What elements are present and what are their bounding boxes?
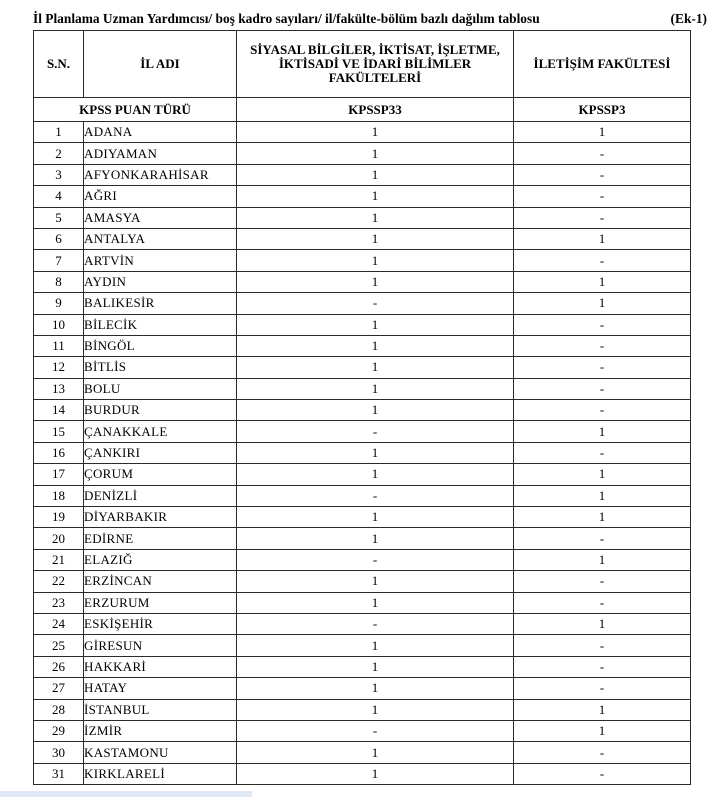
allocation-table: [33, 30, 691, 785]
vacancy-faculty-2: -: [514, 528, 691, 549]
vacancy-faculty-1: -: [237, 293, 514, 314]
row-number: 24: [34, 613, 84, 634]
row-number: 29: [34, 720, 84, 741]
province-name: HAKKARİ: [84, 656, 237, 677]
vacancy-faculty-2: 1: [514, 421, 691, 442]
vacancy-faculty-1: 1: [237, 528, 514, 549]
vacancy-faculty-2: -: [514, 164, 691, 185]
row-number: 3: [34, 164, 84, 185]
province-name: AYDIN: [84, 271, 237, 292]
table-row: [34, 271, 691, 292]
table-row: [34, 720, 691, 741]
province-name: DİYARBAKIR: [84, 507, 237, 528]
province-name: ERZURUM: [84, 592, 237, 613]
vacancy-faculty-1: -: [237, 720, 514, 741]
vacancy-faculty-2: 1: [514, 464, 691, 485]
table-row: [34, 228, 691, 249]
vacancy-faculty-2: -: [514, 442, 691, 463]
row-number: 12: [34, 357, 84, 378]
bottom-shade: [0, 791, 252, 797]
province-name: BİLECİK: [84, 314, 237, 335]
table-row: [34, 442, 691, 463]
table-row: [34, 613, 691, 634]
vacancy-faculty-1: 1: [237, 699, 514, 720]
vacancy-faculty-2: -: [514, 742, 691, 763]
table-row: [34, 763, 691, 784]
vacancy-faculty-2: 1: [514, 613, 691, 634]
row-number: 6: [34, 228, 84, 249]
province-name: KASTAMONU: [84, 742, 237, 763]
score-type-1: KPSSP33: [237, 98, 514, 122]
vacancy-faculty-2: -: [514, 678, 691, 699]
vacancy-faculty-2: 1: [514, 507, 691, 528]
vacancy-faculty-2: 1: [514, 485, 691, 506]
vacancy-faculty-2: 1: [514, 549, 691, 570]
province-name: ÇORUM: [84, 464, 237, 485]
province-name: BURDUR: [84, 400, 237, 421]
province-name: ÇANKIRI: [84, 442, 237, 463]
province-name: İZMİR: [84, 720, 237, 741]
table-row: [34, 485, 691, 506]
table-row: [34, 143, 691, 164]
province-name: AMASYA: [84, 207, 237, 228]
vacancy-faculty-1: 1: [237, 143, 514, 164]
vacancy-faculty-1: 1: [237, 335, 514, 356]
header-faculty-1-label: SİYASAL BİLGİLER, İKTİSAT, İŞLETME, İKTİSADİ VE İDARİ BİLİMLER FAKÜLTELERİ: [250, 42, 500, 85]
table-row: [34, 528, 691, 549]
vacancy-faculty-2: -: [514, 186, 691, 207]
vacancy-faculty-1: 1: [237, 250, 514, 271]
table-row: [34, 122, 691, 143]
row-number: 20: [34, 528, 84, 549]
vacancy-faculty-2: 1: [514, 720, 691, 741]
province-name: ESKİŞEHİR: [84, 613, 237, 634]
table-row: [34, 678, 691, 699]
province-name: DENİZLİ: [84, 485, 237, 506]
vacancy-faculty-1: 1: [237, 164, 514, 185]
vacancy-faculty-1: 1: [237, 507, 514, 528]
row-number: 4: [34, 186, 84, 207]
row-number: 1: [34, 122, 84, 143]
vacancy-faculty-1: 1: [237, 228, 514, 249]
row-number: 2: [34, 143, 84, 164]
vacancy-faculty-2: 1: [514, 271, 691, 292]
row-number: 22: [34, 571, 84, 592]
table-row: [34, 742, 691, 763]
vacancy-faculty-2: -: [514, 357, 691, 378]
table-row: [34, 464, 691, 485]
row-number: 30: [34, 742, 84, 763]
province-name: ANTALYA: [84, 228, 237, 249]
province-name: KIRKLARELİ: [84, 763, 237, 784]
row-number: 16: [34, 442, 84, 463]
province-name: ERZİNCAN: [84, 571, 237, 592]
vacancy-faculty-2: -: [514, 378, 691, 399]
table-row: [34, 250, 691, 271]
row-number: 25: [34, 635, 84, 656]
header-province: İL ADI: [84, 31, 237, 98]
row-number: 23: [34, 592, 84, 613]
vacancy-faculty-1: 1: [237, 400, 514, 421]
row-number: 10: [34, 314, 84, 335]
vacancy-faculty-1: -: [237, 485, 514, 506]
province-name: BALIKESİR: [84, 293, 237, 314]
row-number: 28: [34, 699, 84, 720]
province-name: ÇANAKKALE: [84, 421, 237, 442]
vacancy-faculty-1: 1: [237, 635, 514, 656]
vacancy-faculty-2: -: [514, 335, 691, 356]
province-name: BOLU: [84, 378, 237, 399]
row-number: 9: [34, 293, 84, 314]
row-number: 27: [34, 678, 84, 699]
row-number: 19: [34, 507, 84, 528]
table-row: [34, 656, 691, 677]
table-row: [34, 293, 691, 314]
vacancy-faculty-1: 1: [237, 442, 514, 463]
vacancy-faculty-1: 1: [237, 742, 514, 763]
row-number: 11: [34, 335, 84, 356]
row-number: 18: [34, 485, 84, 506]
row-number: 7: [34, 250, 84, 271]
header-faculty-2-label: İLETİŞİM FAKÜLTESİ: [533, 56, 671, 71]
row-number: 31: [34, 763, 84, 784]
province-name: EDİRNE: [84, 528, 237, 549]
table-row: [34, 592, 691, 613]
caption-title: İl Planlama Uzman Yardımcısı/ boş kadro sayıları/ il/fakülte-bölüm bazlı dağılım tablosu: [33, 11, 540, 26]
vacancy-faculty-2: -: [514, 763, 691, 784]
vacancy-faculty-1: 1: [237, 314, 514, 335]
province-name: BİNGÖL: [84, 335, 237, 356]
header-sn: S.N.: [34, 31, 84, 98]
province-name: BİTLİS: [84, 357, 237, 378]
vacancy-faculty-2: -: [514, 635, 691, 656]
vacancy-faculty-1: -: [237, 549, 514, 570]
province-name: ADIYAMAN: [84, 143, 237, 164]
table-row: [34, 421, 691, 442]
table-row: [34, 335, 691, 356]
table-row: [34, 378, 691, 399]
province-name: HATAY: [84, 678, 237, 699]
table-row: [34, 507, 691, 528]
vacancy-faculty-1: 1: [237, 592, 514, 613]
vacancy-faculty-1: 1: [237, 656, 514, 677]
row-number: 8: [34, 271, 84, 292]
vacancy-faculty-1: 1: [237, 271, 514, 292]
province-name: AFYONKARAHİSAR: [84, 164, 237, 185]
annex-label: (Ek-1): [670, 11, 707, 26]
row-number: 13: [34, 378, 84, 399]
vacancy-faculty-1: 1: [237, 378, 514, 399]
row-number: 17: [34, 464, 84, 485]
province-name: ADANA: [84, 122, 237, 143]
province-name: İSTANBUL: [84, 699, 237, 720]
vacancy-faculty-1: 1: [237, 678, 514, 699]
vacancy-faculty-1: 1: [237, 207, 514, 228]
vacancy-faculty-2: -: [514, 314, 691, 335]
table-row: [34, 699, 691, 720]
vacancy-faculty-1: 1: [237, 186, 514, 207]
vacancy-faculty-1: 1: [237, 122, 514, 143]
row-number: 15: [34, 421, 84, 442]
score-type-label: KPSS PUAN TÜRÜ: [34, 98, 237, 122]
table-row: [34, 549, 691, 570]
row-number: 26: [34, 656, 84, 677]
vacancy-faculty-2: -: [514, 656, 691, 677]
vacancy-faculty-2: -: [514, 143, 691, 164]
table-row: [34, 164, 691, 185]
table-row: [34, 207, 691, 228]
table-row: [34, 400, 691, 421]
table-row: [34, 357, 691, 378]
vacancy-faculty-2: -: [514, 592, 691, 613]
score-type-2: KPSSP3: [514, 98, 691, 122]
vacancy-faculty-1: -: [237, 613, 514, 634]
vacancy-faculty-2: 1: [514, 228, 691, 249]
row-number: 21: [34, 549, 84, 570]
vacancy-faculty-1: 1: [237, 464, 514, 485]
vacancy-faculty-1: -: [237, 421, 514, 442]
header-faculty-2: [514, 31, 691, 98]
table-row: [34, 186, 691, 207]
table-row: [34, 571, 691, 592]
row-number: 14: [34, 400, 84, 421]
table-row: [34, 635, 691, 656]
header-faculty-1: [237, 31, 514, 98]
vacancy-faculty-1: 1: [237, 357, 514, 378]
table-caption: [33, 8, 707, 30]
table-row: [34, 314, 691, 335]
province-name: ARTVİN: [84, 250, 237, 271]
province-name: GİRESUN: [84, 635, 237, 656]
row-number: 5: [34, 207, 84, 228]
vacancy-faculty-1: 1: [237, 763, 514, 784]
vacancy-faculty-2: 1: [514, 122, 691, 143]
header-row: [34, 31, 691, 98]
vacancy-faculty-2: -: [514, 207, 691, 228]
province-name: ELAZIĞ: [84, 549, 237, 570]
score-type-row: [34, 98, 691, 122]
vacancy-faculty-2: -: [514, 571, 691, 592]
vacancy-faculty-2: 1: [514, 293, 691, 314]
vacancy-faculty-2: 1: [514, 699, 691, 720]
vacancy-faculty-1: 1: [237, 571, 514, 592]
vacancy-faculty-2: -: [514, 400, 691, 421]
province-name: AĞRI: [84, 186, 237, 207]
vacancy-faculty-2: -: [514, 250, 691, 271]
